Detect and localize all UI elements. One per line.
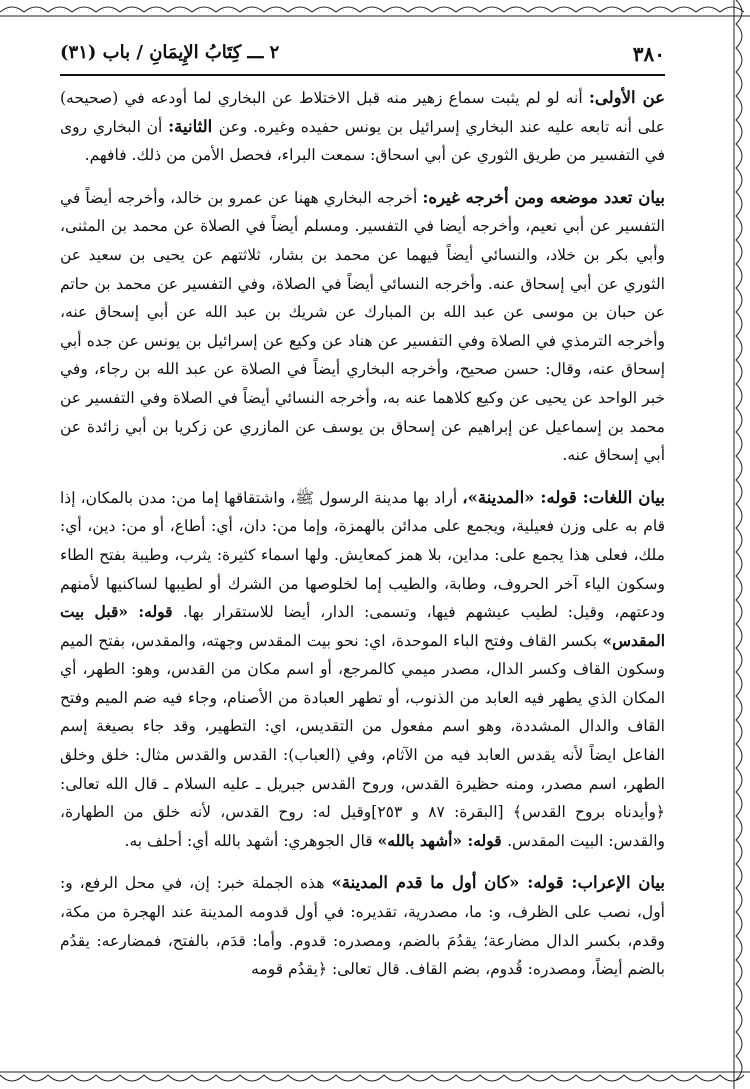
- right-ornament-border: [730, 0, 750, 1089]
- answer-first-lead: عن الأولى:: [588, 88, 665, 107]
- header-rule: [60, 74, 665, 76]
- running-title: ٢ ـــ كِتَابُ الإِيمَانِ / باب (٣١): [60, 42, 280, 63]
- lexicon-lead-ashhadu: قوله: «أشهد بالله»: [377, 830, 508, 850]
- answer-second-text: أن البخاري روى في التفسير من طريق الثوري عن أبي اسحاق: سمعت البراء، فحصل الأمن من ذلك. فافهم.: [60, 117, 665, 165]
- bottom-ornament-border: [0, 1069, 750, 1089]
- top-ornament-border: [0, 0, 750, 18]
- paragraph-grammar: [60, 869, 665, 983]
- paragraph-lexicon: [60, 484, 665, 856]
- section-heading-grammar: بيان الإعراب: قوله: «كان أول ما قدم المدينة»: [331, 873, 665, 893]
- sources-text: أخرجه البخاري ههنا عن عمرو بن خالد، وأخرجه أيضاً في التفسير عن أبي نعيم، وأخرجه أيضا في التفسير. ومسلم أيضاً في الصلاة عن محمد بن المثنى، وأبي بكر بن خلاد، والنسائي أيضاً فيهما عن محمد بن بشار، ثلاثتهم عن يحيى بن سعيد عن الثوري عن أبي إسحاق عنه. وأخرجه النسائي أيضاً في الصلاة، وفي التفسير عن محمد بن حاتم عن حبان بن موسى عن عبد الله بن المبارك عن شريك بن عبد الله عن أبي إسحاق عنه، وأخرجه الترمذي في الصلاة وفي التفسير عن هناد عن وكيع عن إسرائيل بن يونس عن جده أبي إسحاق عنه، وقال: حسن صحيح، وأخرجه البخاري أيضاً في الصلاة عن عبد الله بن رجاء، وفي خبر الواحد عن يحيى عن وكيع كلاهما عنه به، وأخرجه النسائي أيضاً في الصلاة وفي التفسير عن محمد بن إسماعيل عن إبراهيم عن إسحاق بن يوسف عن المازري عن زكريا بن أبي زائدة عن أبي إسحاق عنه.: [60, 188, 665, 465]
- lexicon-text-maqdis: بكسر القاف وفتح الباء الموحدة، اي: نحو بيت المقدس وجهته، والمقدس، بفتح الميم وسكون القاف وكسر الدال، مصدر ميمي كالمرجع، أو اسم مكان من القدس، وهو: الطهر، أي المكان الذي يطهر فيه العابد من الذنوب، أو تطهر العبادة من الأصنام، وجاء فيه ضم الميم وفتح القاف والدال المشددة، وهو اسم مفعول من التقديس، اي: التطهير، وقد جاء بصيغة إسم الفاعل ايضاً لأنه يقدس العابد فيه من الآثام، وفي (العباب): القدس والقدس مثال: خلق وخلق الطهر، اسم مصدر، ومنه حظيرة القدس، وروح القدس جبريل ـ عليه السلام ـ قال الله تعالى: ﴿وأيدناه بروح القدس﴾ [البقرة: ٨٧ و ٢٥٣]وقيل له: روح القدس، لأنه خلق من الطهارة، والقدس: البيت المقدس.: [60, 631, 665, 850]
- answer-second-lead: الثانية:: [168, 116, 219, 136]
- page-body: [60, 84, 665, 1064]
- page-header: [60, 40, 665, 70]
- paragraph-answers: [60, 84, 665, 170]
- page-number: ٣٨٠: [632, 42, 665, 66]
- section-heading-sources: بيان تعدد موضعه ومن أخرجه غيره:: [422, 187, 665, 207]
- section-heading-lexicon: بيان اللغات: قوله: «المدينة»،: [462, 487, 665, 507]
- paragraph-sources: [60, 184, 665, 470]
- grammar-text: هذه الجملة خبر: إن، في محل الرفع، و: أول، نصب على الظرف، و: ما، مصدرية، تقديره: في أول قدومه المدينة عند الهجرة من مكة، وقدم، بكسر الدال مضارعة؛ يقدُمَ بالضم، ومصدره: قدوم. وأما: قدَم، بالفتح، فمضارعه: يقدُم بالضم أيضاً، ومصدره: قُدوم، بضم القاف. قال تعالى: ﴿يقدُم قومه: [60, 874, 665, 979]
- lexicon-text-medina: أراد بها مدينة الرسول ﷺ، واشتقاقها إما من: مدن بالمكان، إذا قام به على وزن فعيلية، ويجمع على مدائن بالهمزة، وإما من: دان، أي: أطاع، أو من: دين، أي: ملك، فعلى هذا يجمع على: مداين، بلا همز كمعايش. ولها اسماء كثيرة: يثرب، وطيبة بفتح الطاء وسكون الياء آخر الحروف، وطابة، والطيب إما لخلوصها من الشرك أو لطيبها لساكنيها لأمنهم ودعتهم، وقيل: لطيب عيشهم فيها، وتسمى: الدار، أيضا للاستقرار بها.: [60, 488, 665, 622]
- lexicon-lead-bayt-al-maqdis: قوله: «قبل بيت المقدس»: [60, 602, 665, 650]
- lexicon-text-ashhadu: قال الجوهري: أشهد بالله أي: أحلف به.: [124, 831, 378, 850]
- answer-first-text: أنه لو لم يثبت سماع زهير منه قبل الاختلاط عن البخاري لما أودعه في (صحيحه) على أنه تابعه عليه عند البخاري إسرائيل بن يونس حفيده وغيره. وعن: [60, 89, 665, 136]
